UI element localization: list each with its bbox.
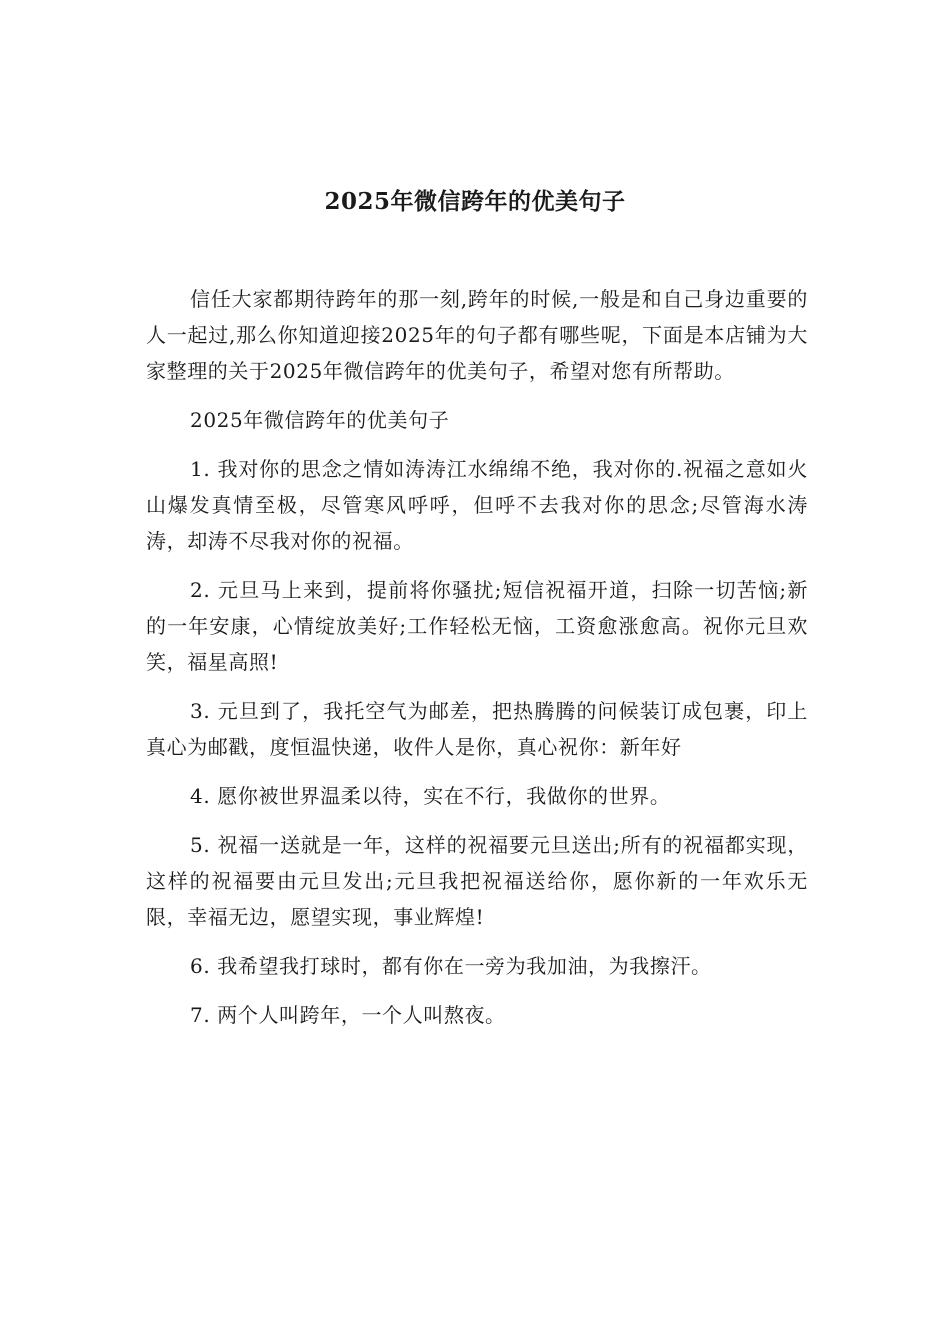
list-item: 7. 两个人叫跨年，一个人叫熬夜。	[190, 1003, 506, 1027]
list-item: 6. 我希望我打球时，都有你在一旁为我加油，为我擦汗。	[190, 954, 712, 978]
list-item: 4. 愿你被世界温柔以待，实在不行，我做你的世界。	[190, 784, 671, 808]
intro-paragraph: 信任大家都期待跨年的那一刻,跨年的时候,一般是和自己身边重要的人一起过,那么你知道迎接2025年的句子都有哪些呢，下面是本店铺为大家整理的关于2025年微信跨年的优美句子，希望对您有所帮助。	[146, 287, 808, 383]
list-item: 1. 我对你的思念之情如涛涛江水绵绵不绝，我对你的.祝福之意如火山爆发真情至极，尽管寒风呼呼，但呼不去我对你的思念;尽管海水涛涛，却涛不尽我对你的祝福。	[146, 457, 808, 553]
document-title: 2025年微信跨年的优美句子	[324, 188, 626, 215]
list-item: 3. 元旦到了，我托空气为邮差，把热腾腾的问候装订成包裹，印上真心为邮戳，度恒温快递，收件人是你，真心祝你：新年好	[146, 699, 808, 759]
section-heading: 2025年微信跨年的优美句子	[190, 408, 450, 432]
list-item: 5. 祝福一送就是一年，这样的祝福要元旦送出;所有的祝福都实现，这样的祝福要由元旦发出;元旦我把祝福送给你，愿你新的一年欢乐无限，幸福无边，愿望实现，事业辉煌!	[146, 833, 808, 929]
list-item: 2. 元旦马上来到，提前将你骚扰;短信祝福开道，扫除一切苦恼;新的一年安康，心情绽放美好;工作轻松无恼，工资愈涨愈高。祝你元旦欢笑，福星高照!	[146, 578, 808, 674]
document-body	[146, 281, 808, 1046]
